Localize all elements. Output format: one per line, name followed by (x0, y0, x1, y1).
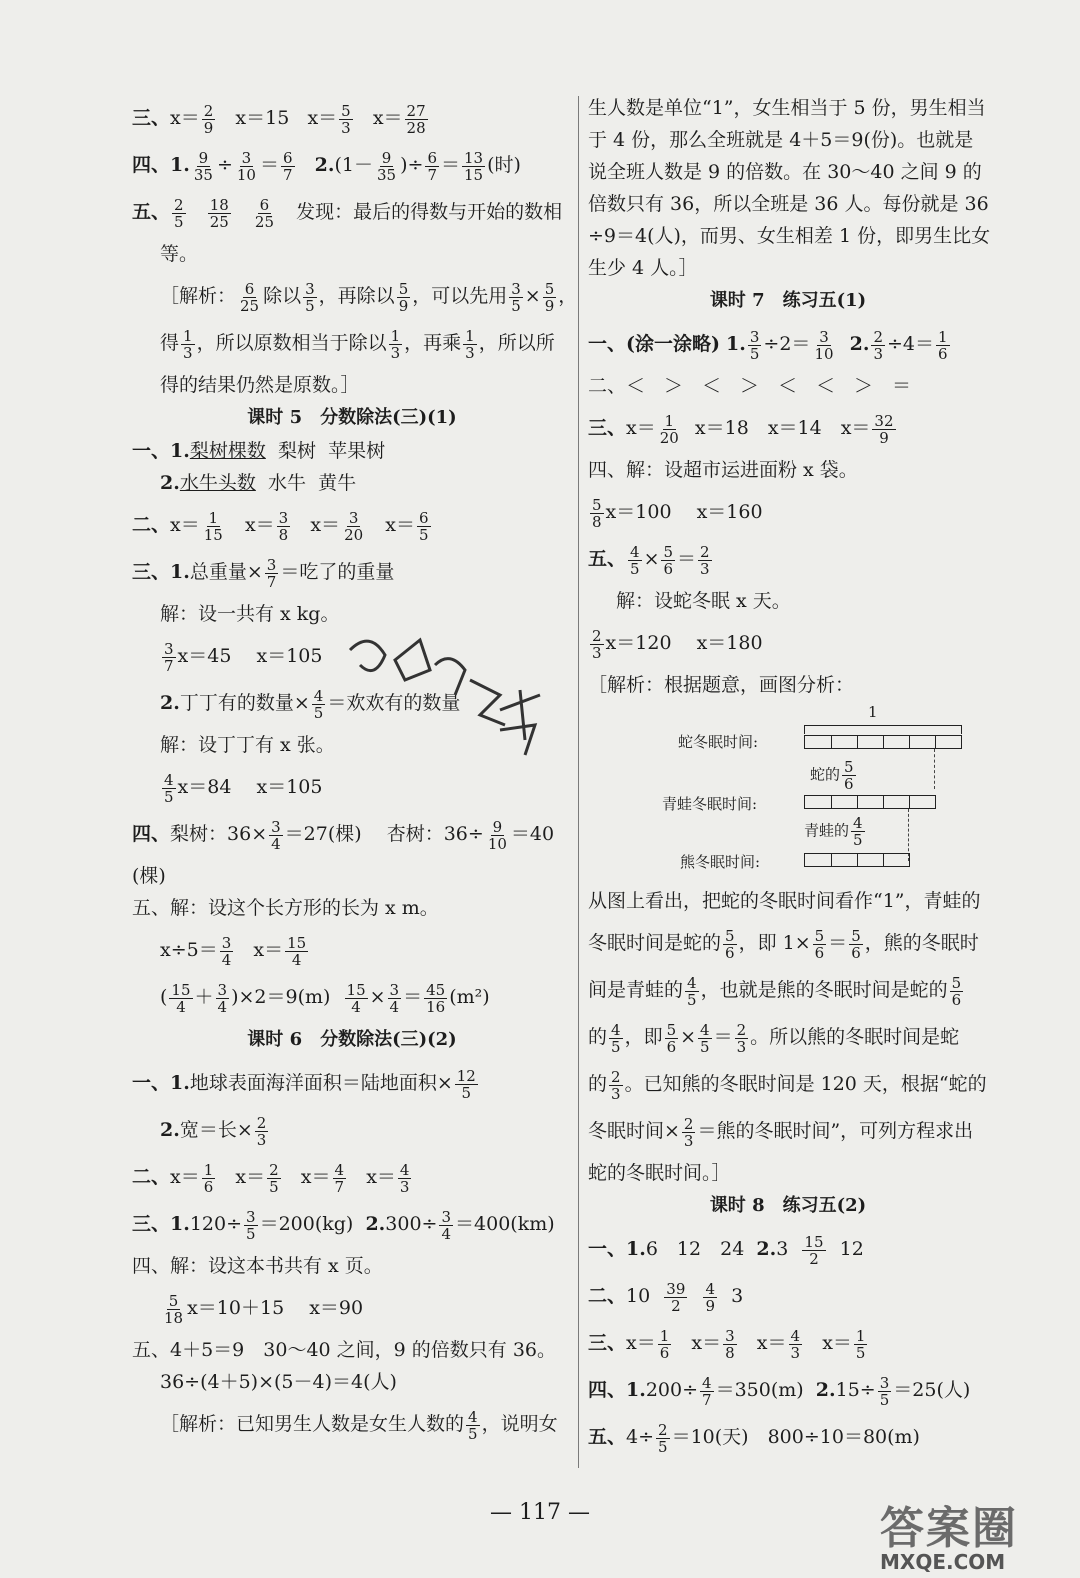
answer-line: 三、1.总重量× $\frac{3}{7}$ ＝吃了的重量 (132, 555, 395, 591)
dashed-guide (934, 749, 935, 789)
page-number: — 117 — (490, 1500, 590, 1525)
frog-fraction-label: 青蛙的 $\frac{4}{5}$ (804, 814, 863, 849)
answer-line: x÷5＝ $\frac{3}{4}$ x＝ $\frac{15}{4}$ (160, 933, 307, 969)
answer-line: 2.丁丁有的数量× $\frac{4}{5}$ ＝欢欢有的数量 (160, 686, 461, 722)
whole-label: 1 (868, 703, 878, 721)
analysis-line: ［解析：根据题意，画图分析： (588, 674, 855, 696)
analysis-line: 间是青蛙的 $\frac{4}{5}$ ，也就是熊的冬眠时间是蛇的 $\frac{5}{6}$ (588, 973, 962, 1009)
answer-line: 36÷(4＋5)×(5－4)＝4(人) (160, 1371, 397, 1393)
analysis-line: 冬眠时间是蛇的 $\frac{5}{6}$ ，即 1× $\frac{5}{6}$ ＝ $\frac{5}{6}$ ，熊的冬眠时 (588, 926, 979, 962)
answer-line: 四、1.200÷ $\frac{4}{7}$ ＝350(m) 2.15÷ $\frac{3}{5}$ ＝25(人) (588, 1373, 971, 1409)
answer-line: $\frac{2}{3}$ x＝120 x＝180 (592, 626, 763, 662)
answer-line: $\frac{5}{18}$ x＝10＋15 x＝90 (164, 1291, 364, 1327)
analysis-line: 冬眠时间× $\frac{2}{3}$ ＝熊的冬眠时间”，可列方程求出 (588, 1114, 974, 1150)
answer-line: 一、(涂一涂略) 1. $\frac{3}{5}$ ÷2＝ $\frac{3}{10}$ 2. $\frac{2}{3}$ ÷4＝ $\frac{1}{6}$ (588, 327, 948, 363)
snake-fraction-label: 蛇的 $\frac{5}{6}$ (810, 758, 854, 793)
answer-line: 四、梨树：36× $\frac{3}{4}$ ＝27(棵) 杏树：36÷ $\frac{9}{10}$ ＝40 (132, 817, 555, 853)
right-column (588, 92, 991, 1463)
answer-line: 三、x＝ $\frac{2}{9}$ x＝15 x＝ $\frac{5}{3}$ x＝ $\frac{27}{28}$ (132, 101, 426, 137)
answer-line: $\frac{4}{5}$ x＝84 x＝105 (164, 770, 323, 806)
answer-line: 三、1.120÷ $\frac{3}{5}$ ＝200(kg) 2.300÷ $\frac{3}{4}$ ＝400(km) (132, 1207, 555, 1243)
analysis-line: ［解析： $\frac{6}{25}$ 除以 $\frac{3}{5}$ ，再除以 $\frac{5}{9}$ ，可以先用 $\frac{3}{5}$ × $\frac{5}{9}$ ， (160, 279, 578, 315)
section-title: 课时 7 练习五(1) (709, 290, 867, 311)
frog-bar (804, 795, 936, 809)
answer-line: 一、1.地球表面海洋面积＝陆地面积× $\frac{12}{5}$ (132, 1066, 476, 1102)
analysis-line: 说全班人数是 9 的倍数。在 30～40 之间 9 的 (588, 161, 982, 183)
analysis-line: 的 $\frac{4}{5}$ ，即 $\frac{5}{6}$ × $\frac{4}{5}$ ＝ $\frac{2}{3}$ 。所以熊的冬眠时间是蛇 (588, 1020, 960, 1056)
answer-line: 五、解：设这个长方形的长为 x m。 (132, 897, 439, 919)
answer-line: 三、x＝ $\frac{1}{20}$ x＝18 x＝14 x＝ $\frac{32}{9}$ (588, 411, 894, 447)
bear-label: 熊冬眠时间: (680, 853, 761, 871)
answer-line: $\frac{3}{7}$ x＝45 x＝105 (164, 639, 323, 675)
snake-label: 蛇冬眠时间: (678, 733, 759, 751)
brace (804, 725, 962, 734)
analysis-line: ÷9＝4(人)，而男、女生相差 1 份，即男生比女 (588, 225, 991, 247)
handwriting-scribble (340, 620, 570, 780)
answer-line: 一、1.6 12 24 2.3 $\frac{15}{2}$ 12 (588, 1232, 864, 1268)
bear-bar (804, 853, 910, 867)
segment-diagram (588, 703, 988, 877)
watermark-logo: 答案圈 MXQE.COM (880, 1503, 1018, 1574)
answer-line: 五、 $\frac{4}{5}$ × $\frac{5}{6}$ ＝ $\frac{2}{3}$ (588, 542, 710, 578)
analysis-line: 生人数是单位“1”，女生相当于 5 份，男生相当 (588, 97, 986, 119)
section-title: 课时 6 分数除法(三)(2) (247, 1029, 457, 1050)
analysis-line: 得的结果仍然是原数。］ (160, 374, 360, 396)
answer-line: 二、10 $\frac{39}{2}$ $\frac{4}{9}$ 3 (588, 1279, 744, 1315)
analysis-line: 从图上看出，把蛇的冬眠时间看作“1”，青蛙的 (588, 890, 981, 912)
analysis-line: 的 $\frac{2}{3}$ 。已知熊的冬眠时间是 120 天，根据“蛇的 (588, 1067, 987, 1103)
answer-line: 2.水牛头数 水牛 黄牛 (160, 472, 357, 494)
answer-line: 二、＜ ＞ ＜ ＞ ＜ ＜ ＞ ＝ (588, 375, 912, 397)
answer-line: 三、x＝ $\frac{1}{6}$ x＝ $\frac{3}{8}$ x＝ $\frac{4}{3}$ x＝ $\frac{1}{5}$ (588, 1326, 866, 1362)
answer-line: 五、4＋5＝9 30～40 之间，9 的倍数只有 36。 (132, 1339, 557, 1361)
analysis-line: 得 $\frac{1}{3}$ ，所以原数相当于除以 $\frac{1}{3}$ ，再乘 $\frac{1}{3}$ ，所以所 (160, 326, 555, 362)
answer-line: 2.宽＝长× $\frac{2}{3}$ (160, 1113, 267, 1149)
column-divider (578, 96, 579, 1468)
answer-line: 五、4÷ $\frac{2}{5}$ ＝10(天) 800÷10＝80(m) (588, 1420, 920, 1456)
answer-line: 四、1. $\frac{9}{35}$ ÷ $\frac{3}{10}$ ＝ $\frac{6}{7}$ 2.(1－ $\frac{9}{35}$ )÷ $\frac{6}{7}$ ＝ $\frac{13}{15}$ (时) (132, 148, 521, 184)
section-title: 课时 8 练习五(2) (709, 1195, 867, 1216)
analysis-line: 于 4 份，那么全班就是 4＋5＝9(份)。也就是 (588, 129, 974, 151)
section-title: 课时 5 分数除法(三)(1) (247, 407, 457, 428)
analysis-line: 生少 4 人。］ (588, 257, 698, 279)
answer-line: 二、x＝ $\frac{1}{6}$ x＝ $\frac{2}{5}$ x＝ $\frac{4}{7}$ x＝ $\frac{4}{3}$ (132, 1160, 410, 1196)
answer-line: (棵) (132, 865, 166, 887)
analysis-line: 蛇的冬眠时间。］ (588, 1162, 731, 1184)
answer-line: 解：设蛇冬眠 x 天。 (616, 590, 791, 612)
answer-line: 一、1.梨树棵数 梨树 苹果树 (132, 440, 386, 462)
answer-line: 四、解：设这本书共有 x 页。 (132, 1255, 383, 1277)
analysis-line: ［解析：已知男生人数是女生人数的 $\frac{4}{5}$ ，说明女 (160, 1407, 558, 1443)
answer-line: 等。 (160, 243, 199, 265)
answer-line: 四、解：设超市运进面粉 x 袋。 (588, 459, 858, 481)
snake-bar (804, 735, 962, 749)
answer-line: 二、x＝ $\frac{1}{15}$ x＝ $\frac{3}{8}$ x＝ $\frac{3}{20}$ x＝ $\frac{6}{5}$ (132, 508, 429, 544)
answer-line: ( $\frac{15}{4}$ ＋ $\frac{3}{4}$ )×2＝9(m) $\frac{15}{4}$ × $\frac{3}{4}$ ＝ $\frac{45}{16}$ (m²) (160, 980, 490, 1016)
frog-label: 青蛙冬眠时间: (662, 795, 758, 813)
answer-line: $\frac{5}{8}$ x＝100 x＝160 (592, 495, 763, 531)
answer-line: 五、 $\frac{2}{5}$ $\frac{18}{25}$ $\frac{6}{25}$ 发现：最后的得数与开始的数相 (132, 195, 563, 231)
answer-line: 解：设一共有 x kg。 (160, 603, 340, 625)
analysis-line: 倍数只有 36，所以全班是 36 人。每份就是 36 (588, 193, 989, 215)
answer-line: 解：设丁丁有 x 张。 (160, 734, 335, 756)
